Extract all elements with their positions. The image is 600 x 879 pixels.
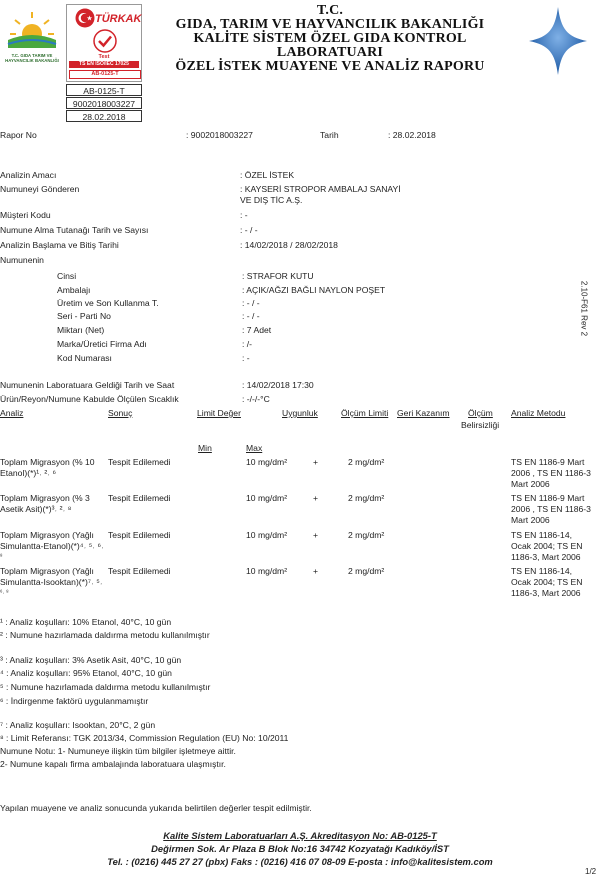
info-value-sender-cont: VE DIŞ TİC A.Ş.	[240, 195, 303, 205]
row3-max: 10 mg/dm²	[246, 530, 288, 540]
turkak-logo	[66, 4, 142, 82]
document-title	[150, 4, 510, 74]
row3-analysis: Toplam Migrasyon (Yağlı	[0, 530, 94, 540]
row2-conformity: +	[313, 493, 319, 503]
code-box-date: 28.02.2018	[66, 110, 142, 122]
row2-max: 10 mg/dm²	[246, 493, 288, 503]
sample-label-quantity: Miktarı (Net)	[57, 325, 105, 335]
col-header-method: Analiz Metodu	[511, 408, 566, 418]
row3-result: Tespit Edilemedi	[108, 530, 171, 540]
checkmark-seal-icon	[93, 29, 117, 53]
row1-analysis: Toplam Migrasyon (% 10	[0, 457, 95, 467]
footnote-6: ⁶ : İndirgenme faktörü uygulanmamıştır	[0, 696, 149, 706]
row4-measurement-limit: 2 mg/dm²	[348, 566, 385, 576]
row3-measurement-limit: 2 mg/dm²	[348, 530, 385, 540]
row1-result: Tespit Edilemedi	[108, 457, 171, 467]
crescent-star-icon	[75, 8, 95, 28]
footnote-5: ⁵ : Numune hazırlamada daldırma metodu kullanılmıştır	[0, 682, 211, 692]
row3-method-cont2: 1186-3, Mart 2006	[511, 552, 581, 562]
lab-label-temperature: Ürün/Reyon/Numune Kabulde Ölçülen Sıcaklık	[0, 394, 179, 404]
col-header-conformity: Uygunluk	[282, 408, 318, 418]
footnote-8: ⁸ : Limit Referansı: TGK 2013/34, Commission Regulation (EU) No: 10/2011	[0, 733, 289, 743]
lab-value-arrival: : 14/02/2018 17:30	[242, 380, 314, 390]
sample-label-packaging: Ambalajı	[57, 285, 91, 295]
title-line-ministry: GIDA, TARIM VE HAYVANCILIK BAKANLIĞI	[175, 17, 485, 32]
turkak-standard: TS EN ISO/IEC 17025	[69, 61, 139, 68]
report-date-label: Tarih	[320, 130, 339, 140]
row3-method-cont: Ocak 2004; TS EN	[511, 541, 583, 551]
sample-value-packaging: : AÇIK/AĞZI BAĞLI NAYLON POŞET	[242, 285, 386, 295]
sample-label-production: Üretim ve Son Kullanma T.	[57, 298, 159, 308]
row4-conformity: +	[313, 566, 319, 576]
code-box-report-number: 9002018003227	[66, 97, 142, 109]
row2-measurement-limit: 2 mg/dm²	[348, 493, 385, 503]
row2-method-cont: 2006 , TS EN 1186-3	[511, 504, 591, 514]
sample-note-2: 2- Numune kapalı firma ambalajında laboratuara ulaşmıştır.	[0, 759, 226, 769]
row4-method-cont2: 1186-3, Mart 2006	[511, 588, 581, 598]
turkak-name: TÜRKAK	[95, 13, 142, 25]
sample-value-quantity: : 7 Adet	[242, 325, 272, 335]
sample-value-type: : STRAFOR KUTU	[242, 271, 314, 281]
title-line-report: ÖZEL İSTEK MUAYENE VE ANALİZ RAPORU	[175, 59, 485, 74]
footnote-3: ³ : Analiz koşulları: 3% Asetik Asit, 40°C, 10 gün	[0, 655, 182, 665]
side-form-code: 2.10-F61 Rev 2	[579, 280, 589, 337]
footnote-4: ⁴ : Analiz koşulları: 95% Etanol, 40°C, 10 gün	[0, 668, 172, 678]
row4-method-cont: Ocak 2004; TS EN	[511, 577, 583, 587]
ministry-logo-text: T.C. GIDA TARIM VE HAYVANCILIK BAKANLIĞI	[5, 53, 59, 63]
row4-method: TS EN 1186-14,	[511, 566, 572, 576]
row4-result: Tespit Edilemedi	[108, 566, 171, 576]
info-label-analysis-dates: Analizin Başlama ve Bitiş Tarihi	[0, 240, 119, 250]
row1-analysis-cont: Etanol)(*)¹˒ ²˒ ⁶	[0, 468, 57, 478]
row1-method-cont2: Mart 2006	[511, 479, 550, 489]
turkak-test: Test	[98, 54, 110, 60]
footer-contact: Tel. : (0216) 445 27 27 (pbx) Faks : (0216) 416 07 08-09 E-posta : info@kalitesistem.com	[107, 856, 493, 867]
col-header-analysis: Analiz	[0, 408, 24, 418]
row2-result: Tespit Edilemedi	[108, 493, 171, 503]
sample-value-code: : -	[242, 353, 250, 363]
row3-method: TS EN 1186-14,	[511, 530, 572, 540]
sample-note-1: Numune Notu: 1- Numuneye ilişkin tüm bilgiler işletmeye aittir.	[0, 746, 236, 756]
sample-label-code: Kod Numarası	[57, 353, 112, 363]
turkak-accreditation: AB-0125-T	[69, 70, 141, 79]
col-header-recovery: Geri Kazanım	[397, 408, 450, 418]
row3-analysis-cont: Simulantta-Etanol)(*)⁴˒ ⁵˒ ⁶˒	[0, 541, 104, 551]
info-value-customer-code: : -	[240, 210, 248, 220]
col-header-uncertainty-cont: Belirsizliği	[461, 420, 500, 430]
footnote-2: ² : Numune hazırlamada daldırma metodu kullanılmıştır	[0, 630, 210, 640]
footnote-1: ¹ : Analiz koşulları: 10% Etanol, 40°C, 10 gün	[0, 617, 172, 627]
col-subheader-min: Min	[198, 443, 212, 453]
info-value-sampling: : - / -	[240, 225, 258, 235]
row1-method: TS EN 1186-9 Mart	[511, 457, 585, 467]
info-value-sender: : KAYSERİ STROPOR AMBALAJ SANAYİ	[240, 184, 401, 194]
footer-accreditation: Kalite Sistem Laboratuarları A.Ş. Akreditasyon No: AB-0125-T	[163, 830, 437, 841]
info-label-customer-code: Müşteri Kodu	[0, 210, 51, 220]
col-header-measurement-limit: Ölçüm Limiti	[341, 408, 389, 418]
col-header-limit: Limit Değer	[197, 408, 241, 418]
col-header-result: Sonuç	[108, 408, 133, 418]
sample-value-brand: : /-	[242, 339, 253, 349]
row3-analysis-cont2: ⁸	[0, 554, 3, 560]
lab-label-arrival: Numunenin Laboratuara Geldiği Tarih ve Saat	[0, 380, 175, 390]
sample-header: Numunenin	[0, 255, 44, 265]
conclusion-text: Yapılan muayene ve analiz sonucunda yukarıda belirtilen değerler tespit edilmiştir.	[0, 803, 312, 813]
sample-label-brand: Marka/Üretici Firma Adı	[57, 339, 147, 349]
info-label-sampling: Numune Alma Tutanağı Tarih ve Sayısı	[0, 225, 149, 235]
footnote-7: ⁷ : Analiz koşulları: Isooktan, 20°C, 2 gün	[0, 720, 156, 730]
sample-label-lot: Seri - Parti No	[57, 311, 111, 321]
info-value-purpose: : ÖZEL İSTEK	[240, 170, 295, 180]
col-header-uncertainty: Ölçüm	[468, 408, 493, 418]
sample-value-lot: : - / -	[242, 311, 260, 321]
report-no-value: : 9002018003227	[186, 130, 253, 140]
report-no-label: Rapor No	[0, 130, 37, 140]
row3-conformity: +	[313, 530, 319, 540]
row1-method-cont: 2006 , TS EN 1186-3	[511, 468, 591, 478]
row2-analysis: Toplam Migrasyon (% 3	[0, 493, 90, 503]
star-logo-icon	[527, 5, 589, 77]
row2-method-cont2: Mart 2006	[511, 515, 550, 525]
page-number: 1/2	[585, 867, 597, 876]
sample-value-production: : - / -	[242, 298, 260, 308]
ministry-logo	[4, 4, 60, 68]
title-line-tc: T.C.	[316, 3, 344, 18]
row1-max: 10 mg/dm²	[246, 457, 288, 467]
row1-measurement-limit: 2 mg/dm²	[348, 457, 385, 467]
title-line-lab: KALİTE SİSTEM ÖZEL GIDA KONTROL LABORATUARI	[193, 31, 467, 60]
ministry-emblem-icon	[4, 4, 60, 48]
report-date-value: : 28.02.2018	[388, 130, 436, 140]
code-box-accreditation: AB-0125-T	[66, 84, 142, 96]
footer-address: Değirmen Sok. Ar Plaza B Blok No:16 34742 Kozyatağı Kadıköy/İST	[151, 843, 449, 854]
info-label-purpose: Analizin Amacı	[0, 170, 57, 180]
row4-analysis-cont2: ⁶˒ ⁸	[0, 590, 9, 596]
info-value-analysis-dates: : 14/02/2018 / 28/02/2018	[240, 240, 338, 250]
row4-analysis: Toplam Migrasyon (Yağlı	[0, 566, 94, 576]
lab-value-temperature: : -/-/-°C	[242, 394, 270, 404]
info-label-sender: Numuneyi Gönderen	[0, 184, 80, 194]
row2-analysis-cont: Asetik Asit)(*)³˒ ²˒ ⁸	[0, 504, 72, 514]
row4-max: 10 mg/dm²	[246, 566, 288, 576]
sample-label-type: Cinsi	[57, 271, 77, 281]
row4-analysis-cont: Simulantta-Isooktan)(*)⁷˒ ⁵˒	[0, 577, 103, 587]
row1-conformity: +	[313, 457, 319, 467]
col-subheader-max: Max	[246, 443, 263, 453]
row2-method: TS EN 1186-9 Mart	[511, 493, 585, 503]
